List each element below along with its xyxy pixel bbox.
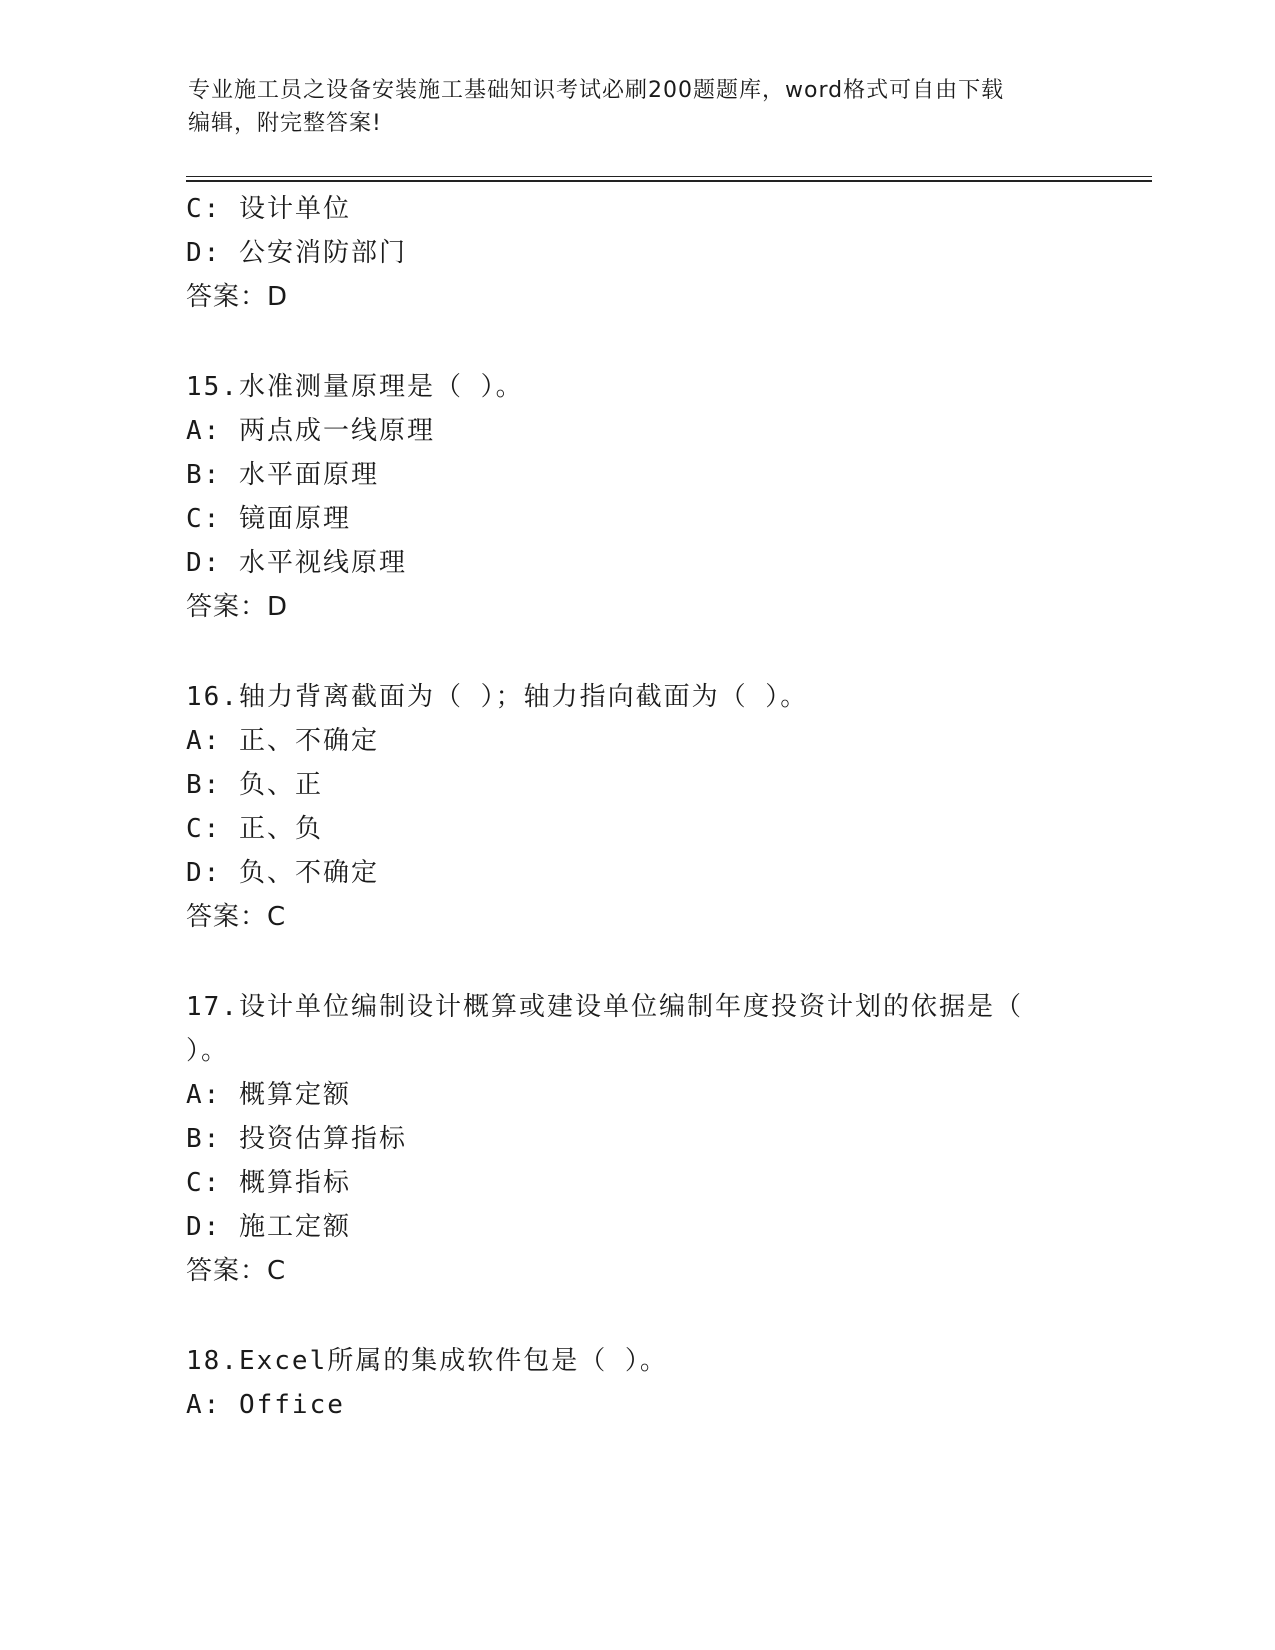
option-b: B: 水平面原理 (186, 460, 379, 490)
option-a: A: Office (186, 1390, 345, 1420)
option-a: A: 正、不确定 (186, 726, 379, 756)
document-header (188, 74, 1088, 140)
option-b: B: 投资估算指标 (186, 1124, 407, 1154)
option-d: D: 负、不确定 (186, 858, 379, 888)
option-a: A: 概算定额 (186, 1080, 351, 1110)
header-rule-thick (186, 180, 1152, 182)
question-stem: 18.Excel所属的集成软件包是（ ）。 (186, 1346, 668, 1376)
question-stem-continued: ）。 (186, 1036, 230, 1066)
option-b: B: 负、正 (186, 770, 323, 800)
answer: 答案：D (186, 282, 289, 312)
answer: 答案：C (186, 1256, 287, 1286)
option-c: C: 镜面原理 (186, 504, 351, 534)
option-c: C: 概算指标 (186, 1168, 351, 1198)
question-stem: 16.轴力背离截面为（ ）；轴力指向截面为（ ）。 (186, 682, 809, 712)
question-stem: 15.水准测量原理是（ ）。 (186, 372, 524, 402)
option-d: D: 公安消防部门 (186, 238, 407, 268)
question-stem: 17.设计单位编制设计概算或建设单位编制年度投资计划的依据是（ (186, 992, 1023, 1022)
header-rule-thin (186, 176, 1152, 177)
answer: 答案：D (186, 592, 289, 622)
option-a: A: 两点成一线原理 (186, 416, 435, 446)
answer: 答案：C (186, 902, 287, 932)
option-d: D: 水平视线原理 (186, 548, 407, 578)
header-line-2: 编辑，附完整答案! (188, 111, 382, 136)
option-c: C: 设计单位 (186, 194, 351, 224)
option-c: C: 正、负 (186, 814, 323, 844)
option-d: D: 施工定额 (186, 1212, 351, 1242)
header-line-1: 专业施工员之设备安装施工基础知识考试必刷200题题库，word格式可自由下载 (188, 78, 1005, 103)
